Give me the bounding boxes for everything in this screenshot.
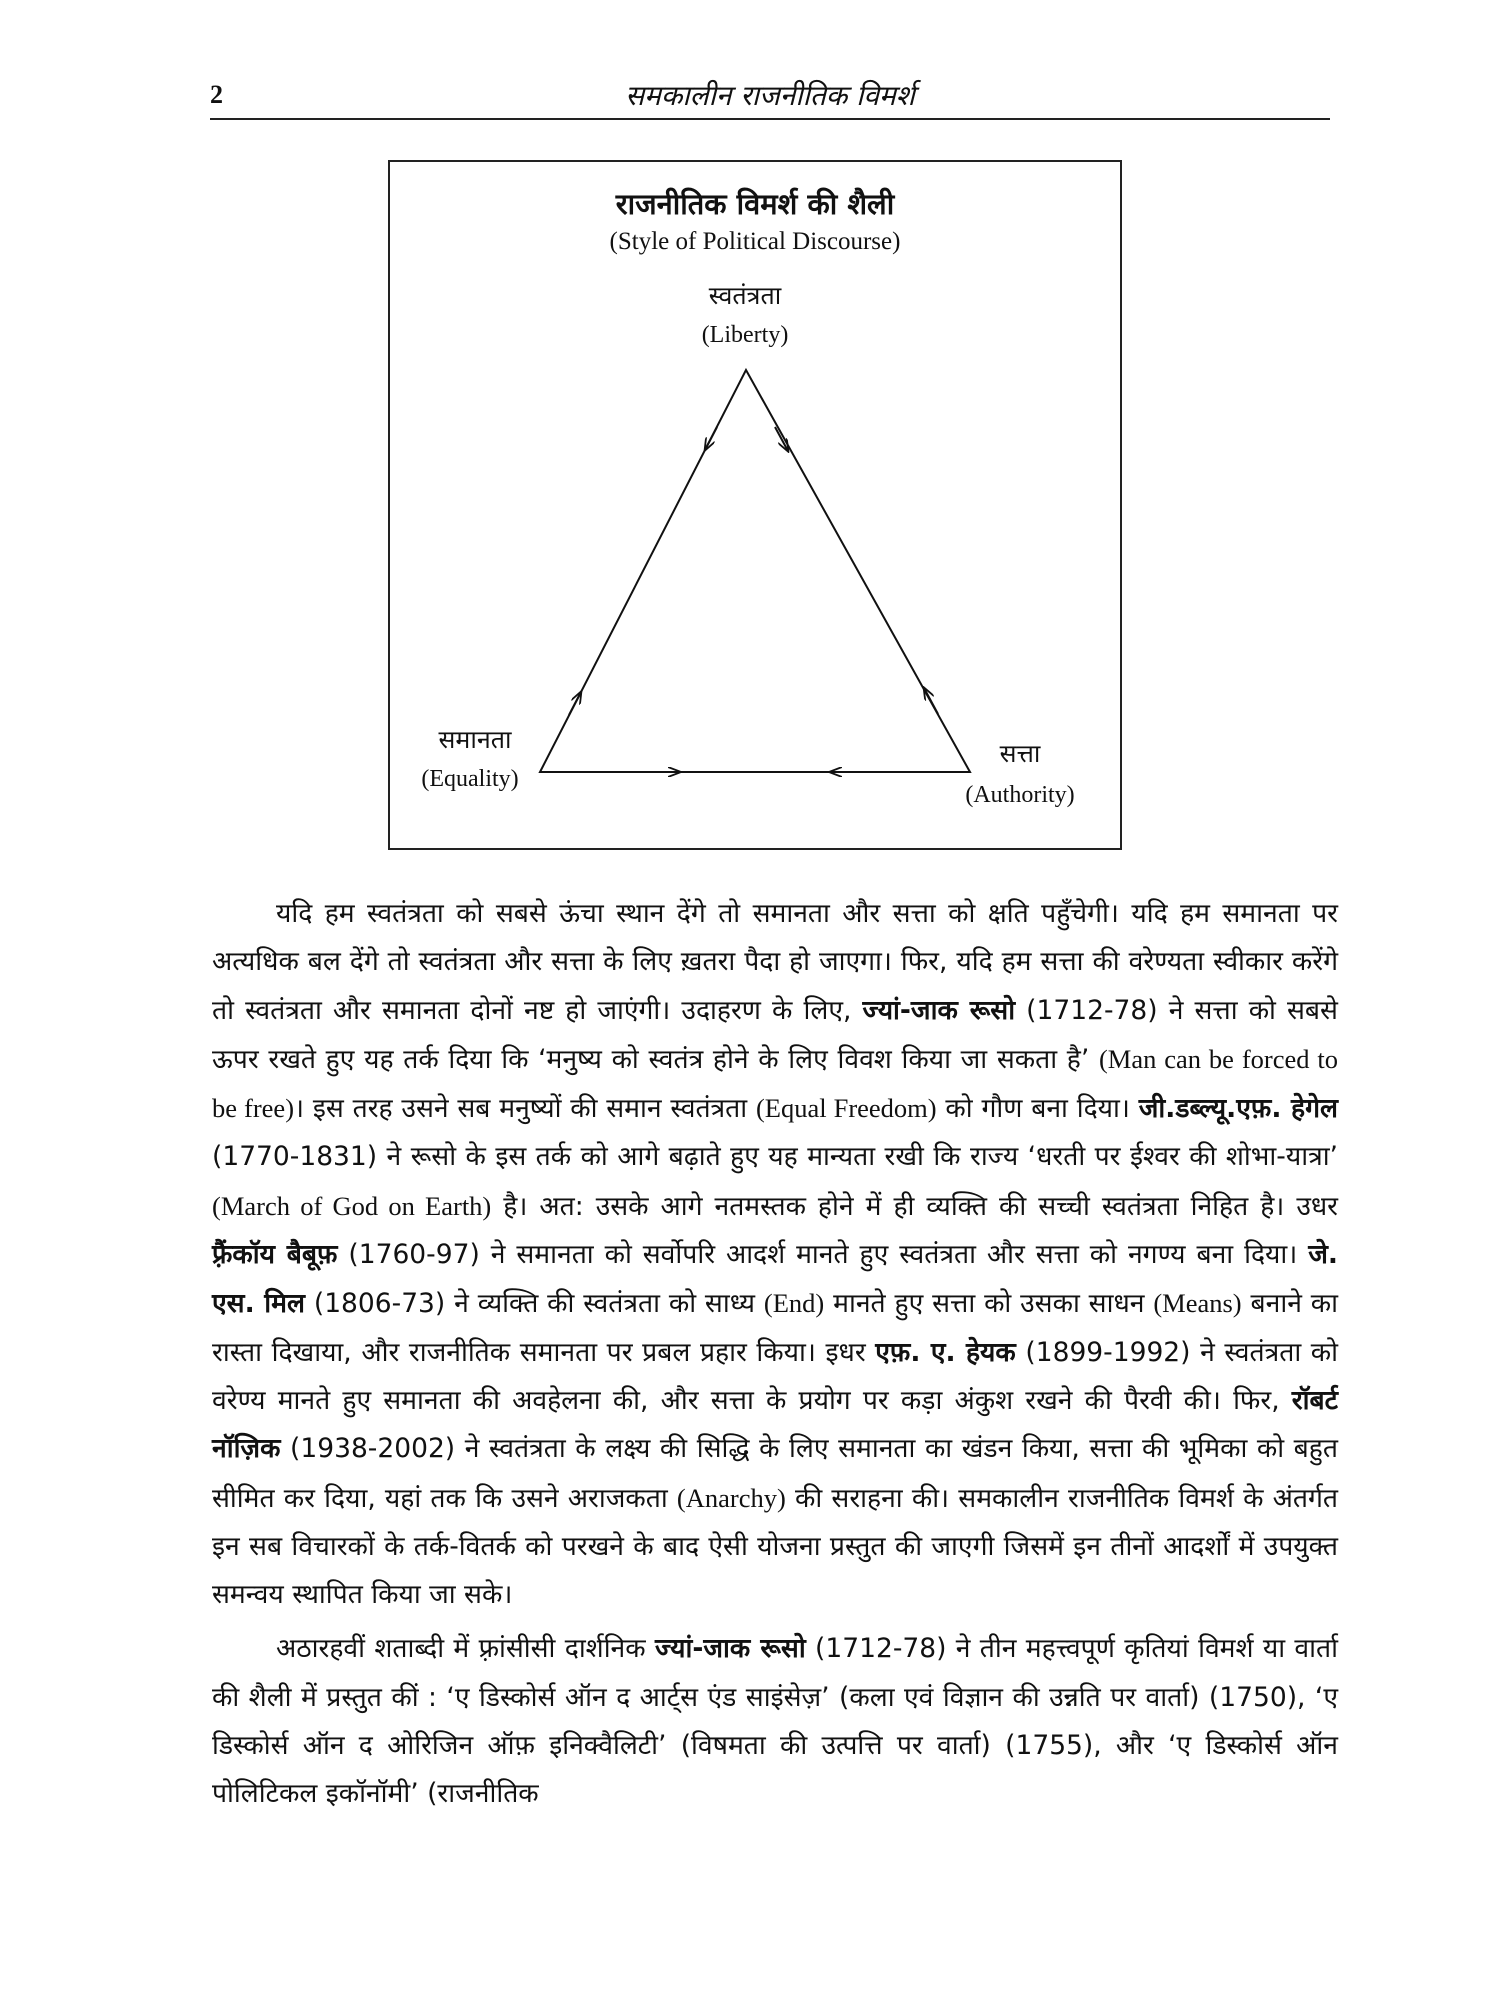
- label-liberty-en: (Liberty): [701, 322, 789, 348]
- label-liberty-hi: स्वतंत्रता: [708, 281, 782, 310]
- body-text: [212, 890, 1338, 1825]
- thinker-name: ज्यां-जाक रूसो: [862, 994, 1016, 1026]
- thinker-name: ज्यां-जाक रूसो: [654, 1633, 806, 1665]
- arrow-left-up: [569, 692, 581, 715]
- arrow-left-down: [705, 427, 717, 450]
- label-authority-hi: सत्ता: [999, 739, 1041, 768]
- label-equality-en: (Equality): [421, 766, 519, 792]
- page-header: [210, 72, 1330, 120]
- label-authority-en: (Authority): [965, 782, 1075, 808]
- figure-title: राजनीतिक विमर्श की शैली: [615, 187, 895, 221]
- thinker-name: रॉबर्ट नॉज़िक: [212, 1384, 1338, 1465]
- arrow-right-up: [924, 688, 938, 714]
- thinker-name: जी.डब्ल्यू.एफ़. हेगेल: [1138, 1093, 1338, 1125]
- triangle-figure: [388, 160, 1122, 850]
- running-title: समकालीन राजनीतिक विमर्श: [625, 79, 915, 112]
- paragraph-1: यदि हम स्वतंत्रता को सबसे ऊंचा स्थान देंगे तो समानता और सत्ता को क्षति पहुँचेगी। यदि हम समानता पर अत्यधिक बल देंगे तो स्वतंत्रता और सत्ता के लिए ख़तरा पैदा हो जाएगा। फिर, यदि हम सत्ता की वरेण्यता स्वीकार करेंगे तो स्वतंत्रता और समानता दोनों नष्ट हो जाएंगी। उदाहरण के लिए, ज्यां-जाक रूसो (1712-78) ने सत्ता को सबसे ऊपर रखते हुए यह तर्क दिया कि ‘मनुष्य को स्वतंत्र होने के लिए विवश किया जा सकता है’ (Man can be forced to be free)। इस तरह उसने सब मनुष्यों की समान स्वतंत्रता (Equal Freedom) को गौण बना दिया। जी.डब्ल्यू.एफ़. हेगेल (1770-1831) ने रूसो के इस तर्क को आगे बढ़ाते हुए यह मान्यता रखी कि राज्य ‘धरती पर ईश्वर की शोभा-यात्रा’ (March of God on Earth) है। अत: उसके आगे नतमस्तक होने में ही व्यक्ति की सच्ची स्वतंत्रता निहित है। उधर फ़्रैंकॉय बैबूफ़ (1760-97) ने समानता को सर्वोपरि आदर्श मानते हुए स्वतंत्रता और सत्ता को नगण्य बना दिया। जे. एस. मिल (1806-73) ने व्यक्ति की स्वतंत्रता को साध्य (End) मानते हुए सत्ता को उसका साधन (Means) बनाने का रास्ता दिखाया, और राजनीतिक समानता पर प्रबल प्रहार किया। इधर एफ़. ए. हेयक (1899-1992) ने स्वतंत्रता को वरेण्य मानते हुए समानता की अवहेलना की, और सत्ता के प्रयोग पर कड़ा अंकुश रखने की पैरवी की। फिर, रॉबर्ट नॉज़िक (1938-2002) ने स्वतंत्रता के लक्ष्य की सिद्धि के लिए समानता का खंडन किया, सत्ता की भूमिका को बहुत सीमित कर दिया, यहां तक कि उसने अराजकता (Anarchy) की सराहना की। समकालीन राजनीतिक विमर्श के अंतर्गत इन सब विचारकों के तर्क-वितर्क को परखने के बाद ऐसी योजना प्रस्तुत की जाएगी जिसमें इन तीनों आदर्शों में उपयुक्त समन्वय स्थापित किया जा सके।: [212, 898, 1339, 1611]
- arrow-right-down: [775, 427, 788, 451]
- triangle-outline: [540, 370, 970, 772]
- label-equality-hi: समानता: [438, 725, 512, 754]
- thinker-name: एफ़. ए. हेयक: [875, 1336, 1016, 1368]
- paragraph-2: अठारहवीं शताब्दी में फ़्रांसीसी दार्शनिक ज्यां-जाक रूसो (1712-78) ने तीन महत्त्वपूर्ण कृतियां विमर्श या वार्ता की शैली में प्रस्तुत कीं : ‘ए डिस्कोर्स ऑन द आर्ट्स एंड साइंसेज़’ (कला एवं विज्ञान की उन्नति पर वार्ता) (1750), ‘ए डिस्कोर्स ऑन द ओरिजिन ऑफ़ इनिक्वैलिटी’ (विषमता की उत्पत्ति पर वार्ता) (1755), और ‘ए डिस्कोर्स ऑन पोलिटिकल इकॉनॉमी’ (राजनीतिक: [212, 1633, 1338, 1810]
- page-number: 2: [210, 80, 223, 109]
- thinker-name: फ़्रैंकॉय बैबूफ़: [212, 1239, 338, 1271]
- thinker-name: जे. एस. मिल: [212, 1239, 1338, 1320]
- figure-subtitle: (Style of Political Discourse): [609, 228, 901, 255]
